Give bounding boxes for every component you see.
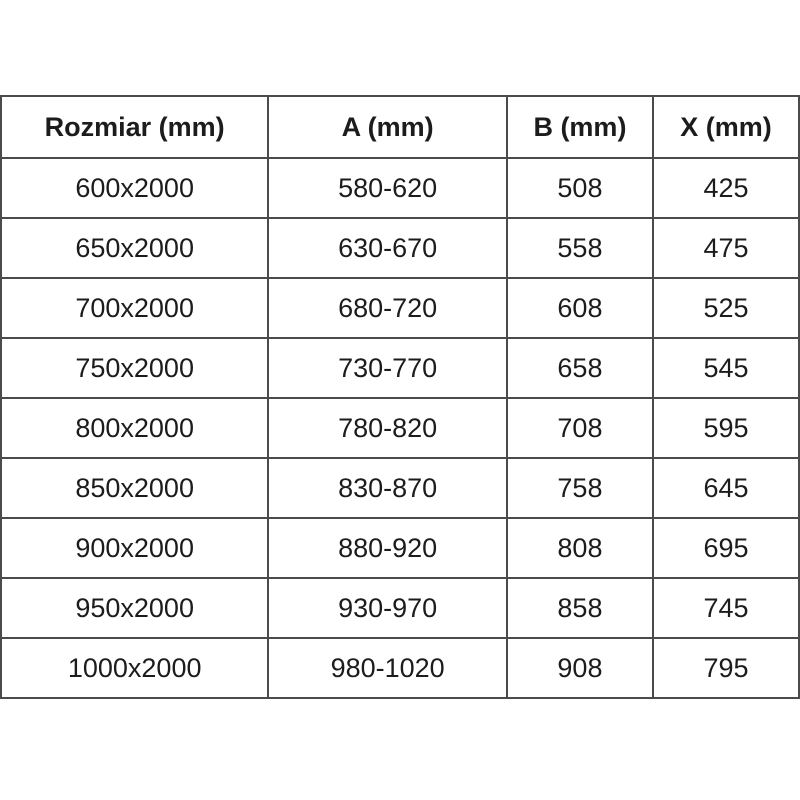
table-row [1, 398, 799, 458]
cell-x: 525 [653, 278, 799, 338]
cell-x: 795 [653, 638, 799, 698]
column-header-rozmiar: Rozmiar (mm) [1, 96, 268, 158]
cell-a: 930-970 [268, 578, 507, 638]
table-row [1, 278, 799, 338]
cell-rozmiar: 600x2000 [1, 158, 268, 218]
cell-a: 780-820 [268, 398, 507, 458]
cell-b: 558 [507, 218, 653, 278]
cell-b: 708 [507, 398, 653, 458]
cell-rozmiar: 700x2000 [1, 278, 268, 338]
cell-rozmiar: 900x2000 [1, 518, 268, 578]
cell-rozmiar: 1000x2000 [1, 638, 268, 698]
cell-rozmiar: 800x2000 [1, 398, 268, 458]
cell-b: 758 [507, 458, 653, 518]
header-row [1, 96, 799, 158]
table-row [1, 578, 799, 638]
cell-x: 425 [653, 158, 799, 218]
table-row [1, 218, 799, 278]
cell-x: 545 [653, 338, 799, 398]
table-row [1, 518, 799, 578]
cell-x: 475 [653, 218, 799, 278]
table-row [1, 338, 799, 398]
cell-a: 630-670 [268, 218, 507, 278]
cell-a: 980-1020 [268, 638, 507, 698]
cell-a: 580-620 [268, 158, 507, 218]
cell-a: 880-920 [268, 518, 507, 578]
size-spec-table [0, 95, 800, 699]
cell-b: 658 [507, 338, 653, 398]
column-header-b: B (mm) [507, 96, 653, 158]
cell-a: 830-870 [268, 458, 507, 518]
cell-b: 858 [507, 578, 653, 638]
cell-rozmiar: 950x2000 [1, 578, 268, 638]
column-header-a: A (mm) [268, 96, 507, 158]
cell-x: 695 [653, 518, 799, 578]
table-row [1, 638, 799, 698]
cell-b: 508 [507, 158, 653, 218]
cell-x: 645 [653, 458, 799, 518]
cell-a: 680-720 [268, 278, 507, 338]
cell-a: 730-770 [268, 338, 507, 398]
cell-b: 908 [507, 638, 653, 698]
cell-rozmiar: 850x2000 [1, 458, 268, 518]
cell-x: 595 [653, 398, 799, 458]
cell-b: 608 [507, 278, 653, 338]
column-header-x: X (mm) [653, 96, 799, 158]
cell-b: 808 [507, 518, 653, 578]
table-row [1, 158, 799, 218]
cell-x: 745 [653, 578, 799, 638]
cell-rozmiar: 750x2000 [1, 338, 268, 398]
cell-rozmiar: 650x2000 [1, 218, 268, 278]
table-row [1, 458, 799, 518]
